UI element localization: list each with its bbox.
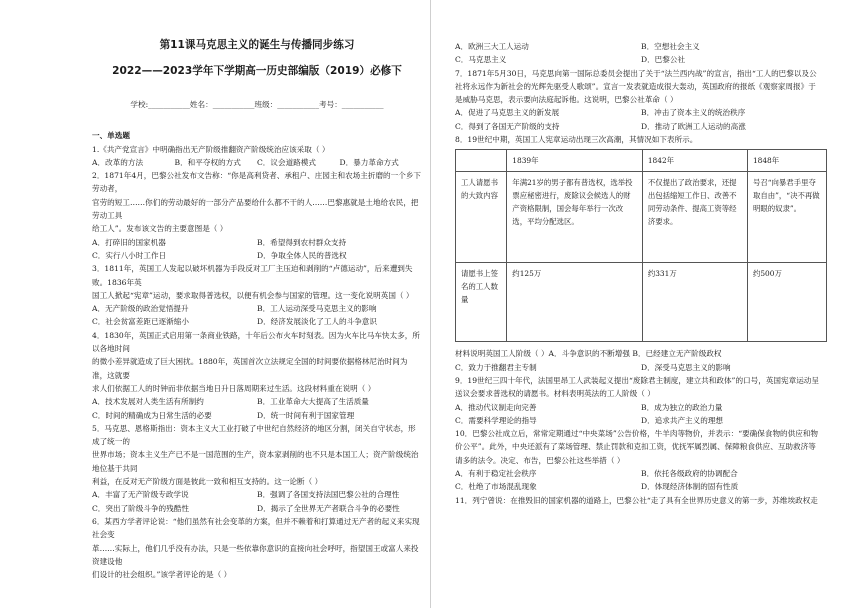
q4-stem-line: 4．1830年，英国正式启用第一条商业铁路，十年后公布火车时刻表。因为火车比马车快太多，所以各地时间 [92, 330, 420, 354]
q10-option-a: A．有利于稳定社会秩序 [455, 469, 537, 479]
table-cell: 约500万 [747, 263, 826, 342]
q10-stem-line: 请多的法令。决定、布告，巴黎公社这些举措（ ） [455, 455, 625, 465]
right-column [455, 40, 827, 507]
q2-stem-line: 2．1871年4月，巴黎公社发布文告称：“你是高利贷者、承租户、庄园主和农场主折磨的一个乡下劳动者， [92, 171, 422, 194]
q9-option-c: C．需要科学理论的指导 [455, 415, 537, 425]
column-divider [430, 0, 431, 608]
student-info-line: 学校:___________姓名：___________班级：___________考号：___________ [130, 100, 384, 109]
table-header-cell: 1839年 [507, 150, 643, 172]
q10-stem-line: 10．巴黎公社成立后，常常定期通过“中央菜场”公告价格，牛羊肉等物价，并表示：“要确保食物的供应和物 [455, 429, 819, 439]
q10-option-d: D．体现经济体制的固有性质 [641, 482, 739, 492]
title-line-2: 2022——2023学年下学期高一历史部编版（2019）必修下 [112, 65, 402, 77]
q4-option-c: C．时间的精确成为日常生活的必要 [92, 410, 212, 420]
chartist-table [455, 149, 827, 342]
q6-option-a: A．欧洲三大工人运动 [455, 42, 529, 51]
q2-option-b: B．希望得到农村群众支持 [257, 237, 347, 247]
table-row [456, 172, 827, 263]
q9-option-a: A．推动代议制走向完善 [455, 402, 537, 412]
q6-stem-line: 们设计的社会组织。”该学者评论的是（ ） [92, 570, 232, 580]
q5-option-a: A．丰富了无产阶级专政学说 [92, 490, 189, 500]
q7-stem-line: 是威胁马克思，表示要向法庭起诉他。这说明，巴黎公社革命（ ） [455, 95, 678, 105]
table-header-cell [456, 150, 507, 172]
q5-stem-line: 利益，在反对无产阶级方面是彼此一致和相互支持的。这一论断（ ） [92, 477, 323, 487]
q6-options [455, 40, 827, 67]
question-3 [92, 262, 422, 328]
q1-stem: 1.《共产党宣言》中明确指出无产阶级推翻资产阶级统治应该采取（ ） [92, 144, 330, 154]
q8-option-d: D．深受马克思主义的影响 [641, 362, 731, 372]
q10-option-b: B．依托各级政府的协调配合 [641, 469, 738, 479]
left-column [92, 0, 422, 581]
table-cell: 约125万 [507, 263, 643, 342]
table-header-row [456, 150, 827, 172]
table-row [456, 263, 827, 342]
q7-option-a: A．促进了马克思主义的新发展 [455, 108, 560, 118]
q8-after-text: 材料说明英国工人阶级（ ）A．斗争意识的不断增强 B．已经建立无产阶级政权 [455, 349, 722, 359]
question-1 [92, 143, 422, 170]
q11-stem: 11．列宁曾说：在推毁旧的国家机器的道路上，巴黎公社“走了具有全世界历史意义的第一步，苏维埃政权走 [455, 495, 818, 505]
q6-option-c: C．马克思主义 [455, 55, 507, 65]
q5-stem-line: 5．马克思、恩格斯指出：资本主义大工业打破了中世纪自然经济的地区分割，闭关自守状态，形成了统一的 [92, 423, 416, 447]
table-cell: 号召“向暴君手里夺取自由”，“决不再做明眼的奴隶”。 [747, 172, 826, 263]
q1-option-b: B．和平夺权的方式 [174, 157, 241, 167]
title-line-1: 第11课马克思主义的诞生与传播同步练习 [159, 39, 355, 51]
q4-stem-line: 的微小差异就造成了巨大困扰。1880年，英国首次立法规定全国的时间要依据格林尼治时间为准，这就要 [92, 357, 408, 380]
q10-option-c: C．杜绝了市场混乱现象 [455, 482, 537, 492]
q5-option-b: B．强调了各国支持法国巴黎公社的合理性 [257, 490, 400, 500]
question-2 [92, 169, 422, 262]
question-11 [455, 494, 827, 507]
q9-stem-line: 送议会要求普选权的请愿书。材料表明英法的工人阶级（ ） [455, 389, 655, 399]
q8-stem: 8．19世纪中期，英国工人宪章运动出现三次高潮，其情况如下表所示。 [455, 135, 698, 145]
question-9 [455, 374, 827, 427]
q1-option-a: A．改革的方法 [92, 157, 144, 167]
q3-stem-line: 国工人掀起“宪章”运动，要求取得普选权，以便有机会参与国家的管理。这一变化说明英国（ ） [92, 290, 414, 300]
q5-stem-line: 世界市场；资本主义生产已不是一国范围的生产，资本家剥削的也不只是本国工人；资产阶级统治地位基于共同 [92, 450, 419, 473]
q3-option-c: C．社会贫富差距已逐渐缩小 [92, 317, 189, 327]
table-cell: 年满21岁的男子都有普选权，选举投票应秘密进行，废除议会候选人的财产资格限制，国会每年举行一次改选，平均分配选区。 [507, 172, 643, 263]
q7-option-d: D．推动了欧洲工人运动的高涨 [641, 121, 746, 131]
q7-option-b: B．冲击了资本主义的统治秩序 [641, 108, 746, 118]
q10-stem-line: 价公平”。此外，中央还派有了菜场管理、禁止罚款和克扣工资，优抚军属烈属、保障粮食供应、互助救济等 [455, 442, 816, 452]
q9-option-d: D．追求共产主义的理想 [641, 415, 724, 425]
table-row-label: 请愿书上签名的工人数量 [456, 263, 507, 342]
question-10 [455, 427, 827, 493]
q2-stem-line: 给工人”。发布该文告的主要意图是（ ） [92, 224, 228, 234]
section-heading: 一、单选题 [92, 131, 130, 141]
q3-option-a: A．无产阶级的政治觉悟提升 [92, 304, 189, 314]
q4-option-b: B．工业革命大大提高了生活质量 [257, 397, 369, 407]
q4-option-d: D．统一时间有利于国家管理 [257, 410, 355, 420]
question-6 [92, 515, 422, 581]
q6-option-b: B．空想社会主义 [641, 42, 700, 51]
q5-option-c: C．突出了阶级斗争的残酷性 [92, 503, 189, 513]
q6-stem-line: 革……实际上，他们几乎没有办法，只是一些依靠你意识的直接向社会呼吁，指望国王或富人来投资建设他 [92, 543, 419, 566]
table-header-cell: 1842年 [642, 150, 747, 172]
q7-stem-line: 社将永远作为新社会的光辉先驱受人歌颂”。宣言一发表就造成很大轰动，英国政府的报纸《观察家周报》于 [455, 81, 816, 91]
q9-option-b: B．成为独立的政治力量 [641, 402, 723, 412]
q4-option-a: A．技术发展对人类生活有所制约 [92, 397, 204, 407]
q6-option-d: D．巴黎公社 [641, 55, 686, 65]
q5-option-d: D．揭示了全世界无产者联合斗争的必要性 [257, 503, 400, 513]
q1-option-c: C．议会道路模式 [257, 157, 316, 167]
table-row-label: 工人请愿书的大致内容 [456, 172, 507, 263]
question-4 [92, 329, 422, 422]
q2-option-c: C．实行八小时工作日 [92, 250, 167, 260]
q3-stem-line: 3．1811年，英国工人发起以破坏机器为手段反对工厂主压迫和剥削的“卢德运动”，后来遭到失败。1836年英 [92, 264, 413, 287]
q6-stem-line: 6．某西方学者评论说：“他们虽然有社会变革的方案，但并不赖着和打算通过无产者的起义来实现社会变 [92, 516, 420, 540]
q7-option-c: C．得到了各国无产阶级的支持 [455, 121, 560, 131]
question-7 [455, 67, 827, 133]
table-header-cell: 1848年 [747, 150, 826, 172]
question-8 [455, 133, 827, 374]
q2-option-a: A．打碎旧的国家机器 [92, 237, 166, 247]
q3-option-b: B．工人运动深受马克思主义的影响 [257, 304, 377, 314]
q3-option-d: D．经济发展淡化了工人的斗争意识 [257, 317, 377, 327]
table-cell: 约331万 [642, 263, 747, 342]
q8-option-c: C．致力于推翻君主专制 [455, 362, 537, 372]
q7-stem-line: 7．1871年5月30日，马克思向第一国际总委员会提出了关于“法兰西内战”的宣言，指出“工人的巴黎以及公 [455, 68, 817, 78]
q2-stem-line: 官劳的短工……你们的劳动最好的一部分产品要给什么都不干的人……巴黎惠就是土地给农民，把劳动工具 [92, 197, 419, 221]
q4-stem-line: 求人们依据工人的时钟而非依据当地日升日落周期来过生活。这段材料重在说明（ ） [92, 383, 376, 393]
table-cell: 不仅提出了政治要求，还提出包括缩短工作日、改善不同劳动条件、提高工资等经济要求。 [642, 172, 747, 263]
q9-stem-line: 9．19世纪三四十年代，法国里昂工人武装起义提出“废除君主制度，建立共和政体”的口号，英国宪章运动呈 [455, 375, 819, 385]
q2-option-d: D．争取全体人民的普选权 [257, 250, 347, 260]
q1-option-d: D．暴力革命方式 [339, 157, 399, 167]
question-5 [92, 422, 422, 515]
